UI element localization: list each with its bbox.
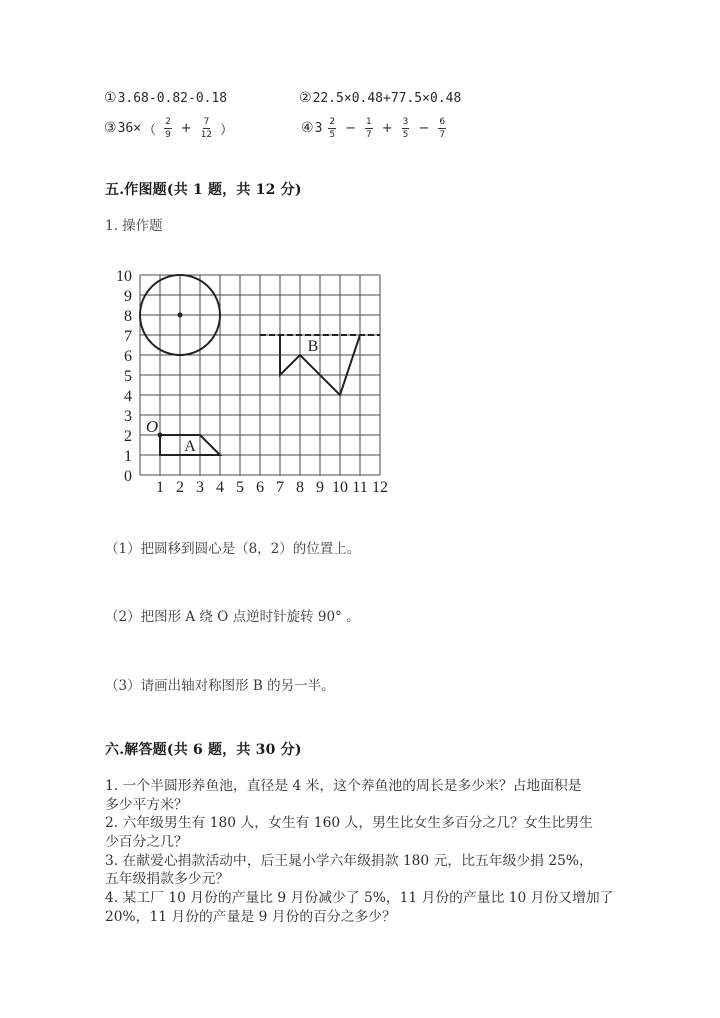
section-heading-answers: 六.解答题(共 6 题，共 30 分) (105, 742, 302, 758)
operator: − (418, 120, 430, 136)
x-tick-label: 2 (176, 479, 184, 496)
y-tick-label: 9 (124, 288, 132, 305)
operator: + (381, 120, 393, 136)
calc-item-3 (104, 113, 235, 143)
point-o-label: O (145, 417, 159, 436)
item-number: ② (299, 90, 312, 106)
y-tick-label: 10 (116, 268, 132, 285)
denominator: 9 (165, 129, 171, 140)
calc-item-1 (104, 83, 227, 113)
open-paren: （ (143, 122, 157, 138)
fraction (402, 117, 410, 140)
question-line: 2. 六年级男生有 180 人，女生有 160 人，男生比女生多百分之几？女生比男生 (105, 815, 593, 832)
numerator: 2 (165, 116, 171, 127)
question-line: 4. 某工厂 10 月份的产量比 9 月份减少了 5%，11 月份的产量比 10 月份又增加了 (105, 890, 614, 907)
x-tick-label: 12 (372, 479, 388, 496)
y-tick-label: 3 (124, 408, 132, 425)
point-o-dot (158, 433, 163, 438)
x-tick-label: 11 (352, 479, 368, 496)
y-tick-label: 8 (124, 308, 132, 325)
expression-prefix: 36× (117, 120, 142, 136)
numerator: 7 (203, 116, 210, 127)
numerator: 2 (329, 116, 336, 127)
x-tick-label: 10 (332, 479, 348, 496)
calc-item-4 (301, 113, 452, 143)
fraction (365, 117, 373, 140)
question-line: 20%，11 月份的产量是 9 月份的百分之多少？ (105, 908, 396, 925)
numerator: 3 (402, 116, 409, 127)
section-heading-drawing: 五.作图题(共 1 题，共 12 分) (105, 182, 302, 198)
operator: + (180, 120, 192, 136)
denominator: 12 (200, 129, 213, 140)
y-tick-label: 7 (124, 328, 132, 345)
question-2 (105, 814, 613, 851)
question-line: 五年级捐款多少元？ (105, 871, 230, 888)
sub-question-3: （3）请画出轴对称图形 B 的另一半。 (105, 678, 335, 694)
x-tick-label: 1 (156, 479, 164, 496)
x-tick-label: 6 (256, 479, 264, 496)
fraction (201, 117, 212, 140)
y-tick-label: 0 (124, 468, 132, 485)
x-tick-label: 4 (216, 479, 224, 496)
x-tick-label: 3 (196, 479, 204, 496)
x-tick-label: 5 (236, 479, 244, 496)
shape-b-label: B (307, 338, 319, 355)
question-1 (105, 777, 613, 814)
fraction (164, 117, 172, 140)
x-tick-label: 9 (316, 479, 324, 496)
shape-a-label: A (184, 438, 196, 455)
denominator: 7 (439, 129, 446, 140)
y-tick-label: 5 (124, 368, 132, 385)
question-line: 3. 在献爱心捐款活动中，后王晁小学六年级捐款 180 元，比五年级少捐 25%， (105, 852, 593, 869)
item-number: ① (104, 90, 117, 106)
expression: 22.5×0.48+77.5×0.48 (312, 90, 462, 106)
operator: − (345, 120, 357, 136)
y-tick-label: 2 (124, 428, 132, 445)
item-number: ④ (301, 120, 314, 136)
fraction (438, 117, 446, 140)
denominator: 5 (329, 129, 336, 140)
y-tick-label: 4 (124, 388, 132, 405)
numerator: 6 (439, 116, 446, 127)
question-line: 多少平方米？ (105, 796, 188, 813)
whole-number: 3 (314, 120, 323, 136)
question-line: 1. 一个半圆形养鱼池，直径是 4 米，这个养鱼池的周长是多少米？占地面积是 (105, 778, 582, 794)
y-tick-label: 1 (124, 448, 132, 465)
denominator: 5 (402, 129, 409, 140)
close-paren: ） (220, 122, 234, 138)
question-list (105, 777, 613, 927)
x-tick-label: 8 (296, 479, 304, 496)
expression: 3.68-0.82-0.18 (117, 90, 228, 106)
question-4 (105, 889, 613, 926)
coordinate-grid-figure (100, 255, 400, 505)
circle-center-dot (178, 313, 183, 318)
calc-item-2 (299, 83, 461, 113)
question-line: 少百分之几？ (105, 834, 188, 851)
item-number: ③ (104, 120, 117, 136)
numerator: 1 (366, 116, 372, 127)
x-tick-label: 7 (276, 479, 284, 496)
y-tick-label: 6 (124, 348, 132, 365)
fraction (328, 117, 336, 140)
denominator: 7 (366, 129, 372, 140)
sub-question-2: （2）把图形 A 绕 O 点逆时针旋转 90° 。 (105, 609, 360, 625)
question-3 (105, 852, 613, 889)
sub-question-1: （1）把圆移到圆心是（8，2）的位置上。 (105, 541, 361, 557)
task-title: 1. 操作题 (105, 218, 163, 234)
